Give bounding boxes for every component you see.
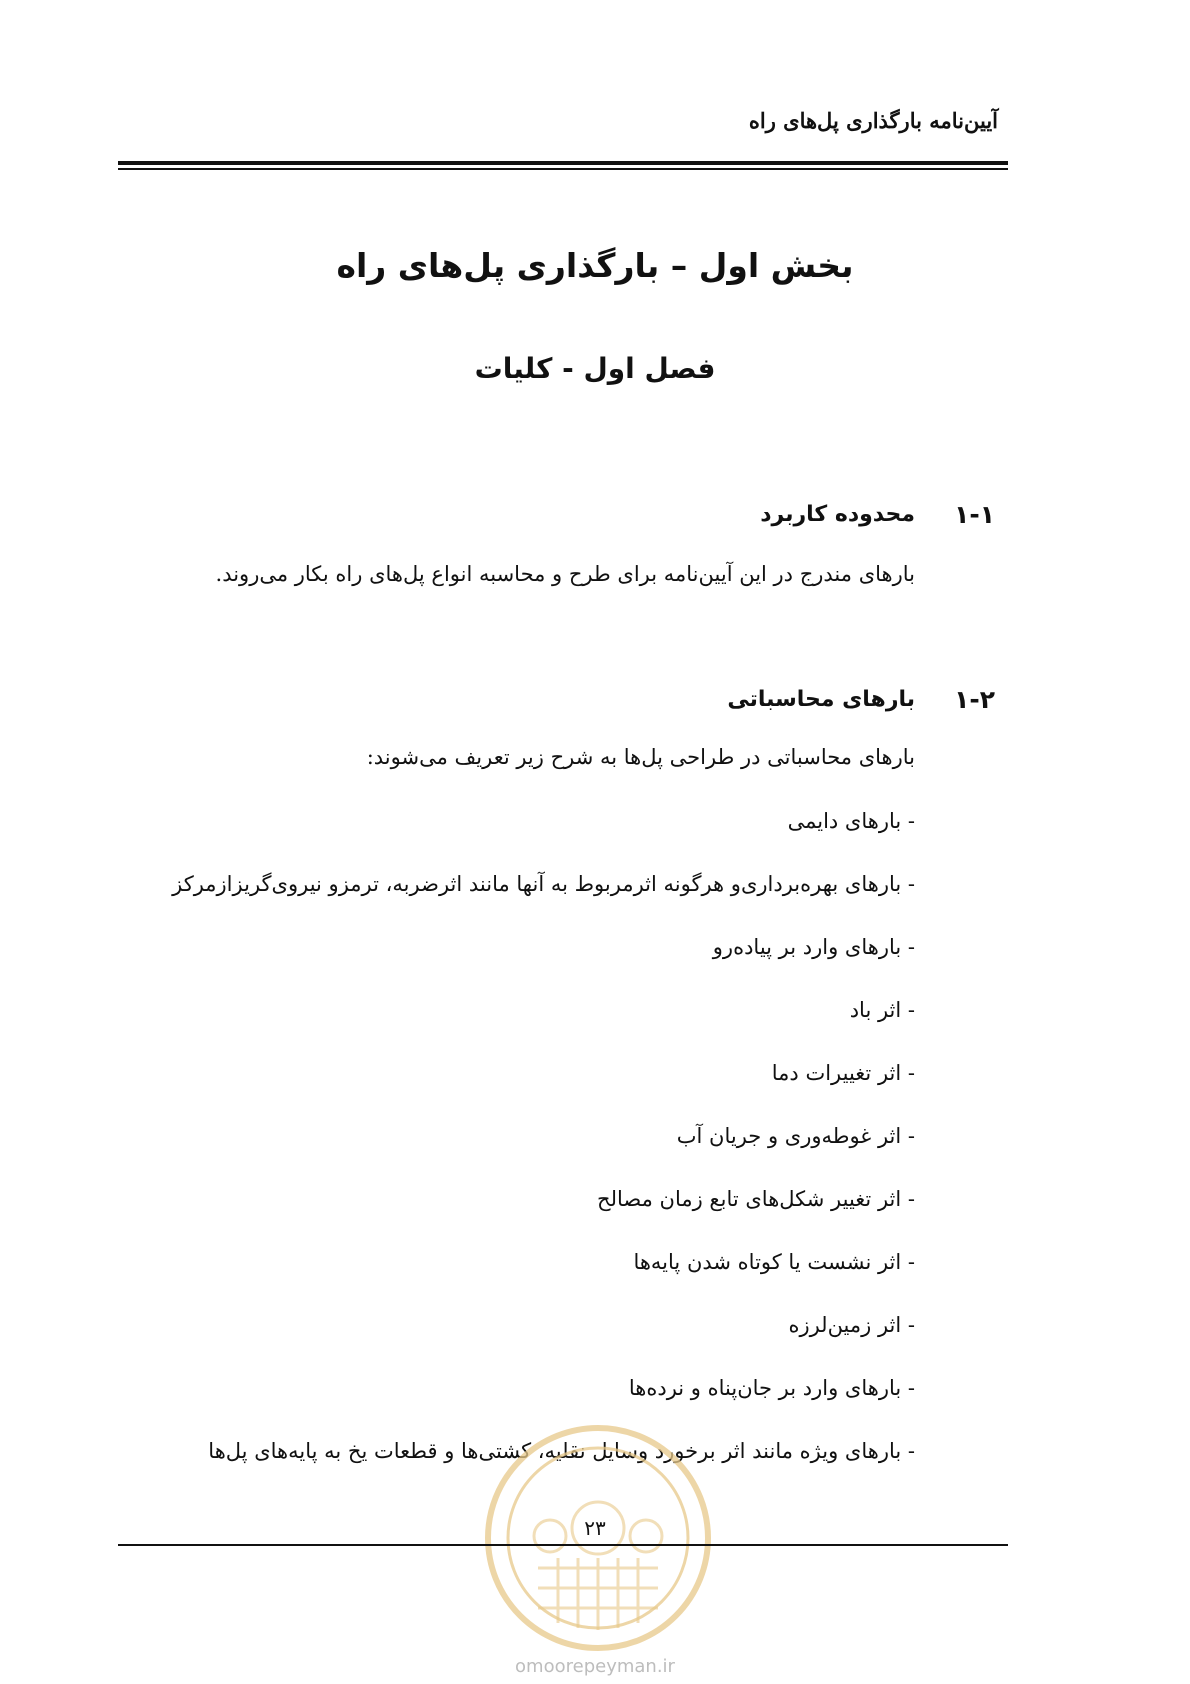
list-item: - اثر زمین‌لرزه [788, 1313, 915, 1337]
header-rule-thin [118, 168, 1008, 170]
section-body: بارهای مندرج در این آیین‌نامه برای طرح و محاسبه انواع پل‌های راه بکار می‌روند. [215, 562, 915, 586]
list-item: - بارهای بهره‌برداری‌و هرگونه اثرمربوط به آنها مانند اثرضربه، ترمزو نیروی‌گریزازمرکز [172, 872, 915, 896]
list-item: - اثر غوطه‌وری و جریان آب [676, 1124, 915, 1148]
section-intro: بارهای محاسباتی در طراحی پل‌ها به شرح زیر تعریف می‌شوند: [366, 745, 915, 769]
section-title: محدوده کاربرد [760, 502, 915, 527]
section-number: ۱-۲ [954, 685, 995, 714]
list-item: - بارهای وارد بر پیاده‌رو [712, 935, 915, 959]
watermark-url: omoorepeyman.ir [515, 1656, 675, 1677]
chapter-title: فصل اول - کلیات [474, 352, 716, 385]
list-item: - اثر باد [849, 998, 915, 1022]
footer-rule [118, 1544, 1008, 1546]
running-header: آیین‌نامه بارگذاری پل‌های راه [748, 108, 998, 133]
list-item: - بارهای ویژه مانند اثر برخورد وسایل نقلیه، کشتی‌ها و قطعات یخ به پایه‌های پل‌ها [208, 1439, 915, 1463]
section-number: ۱-۱ [954, 500, 995, 529]
page-number: ۲۳ [584, 1516, 606, 1540]
list-item: - بارهای وارد بر جان‌پناه و نرده‌ها [628, 1376, 915, 1400]
list-item: - اثر تغییر شکل‌های تابع زمان مصالح [597, 1187, 915, 1211]
list-item: - اثر تغییرات دما [771, 1061, 915, 1085]
part-title: بخش اول – بارگذاری پل‌های راه [336, 246, 854, 285]
header-rule-thick [118, 161, 1008, 165]
list-item: - اثر نشست یا کوتاه شدن پایه‌ها [633, 1250, 915, 1274]
list-item: - بارهای دایمی [787, 809, 915, 833]
section-title: بارهای محاسباتی [727, 687, 915, 712]
